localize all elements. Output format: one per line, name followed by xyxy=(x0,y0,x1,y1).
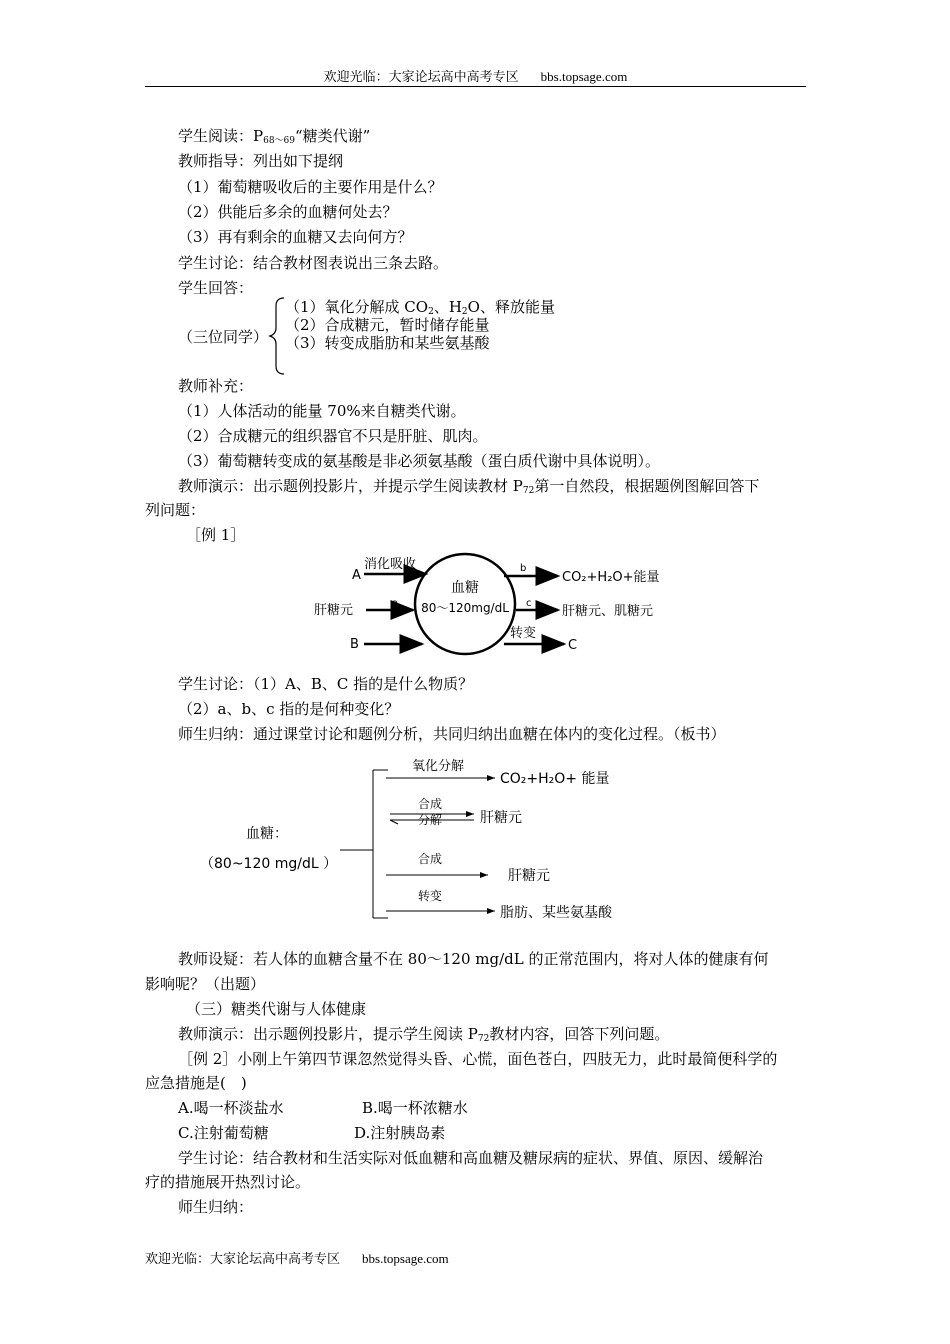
line-supp-2: （2）合成糖元的组织器官不只是肝脏、肌肉。 xyxy=(178,427,488,445)
footer-welcome: 欢迎光临：大家论坛高中高考专区 xyxy=(145,1252,341,1267)
option-C: C.注射葡萄糖 xyxy=(178,1124,269,1142)
label-b: b xyxy=(520,563,527,574)
option-B: B.喝一杯浓糖水 xyxy=(362,1099,468,1117)
answer-2: （2）合成糖元，暂时储存能量 xyxy=(285,316,490,334)
option-D: D.注射胰岛素 xyxy=(354,1124,446,1142)
line-discussion-2: 学生讨论：（1）A、B、C 指的是什么物质？ xyxy=(178,675,474,693)
fig2-liver-2: 肝糖元 xyxy=(508,868,550,884)
label-output-b: CO₂+H₂O+能量 xyxy=(562,570,660,585)
circle-title: 血糖 xyxy=(451,580,479,596)
line-supp-1: （1）人体活动的能量 70%来自糖类代谢。 xyxy=(178,402,466,420)
three-students: （三位同学） xyxy=(178,328,269,346)
label-A: A xyxy=(352,568,361,583)
example-2-question: ［例 2］小刚上午第四节课忽然觉得头昏、心慌，面色苍白，四肢无力，此时最简便科学的 xyxy=(178,1050,778,1068)
line-teacher-supplement: 教师补充： xyxy=(178,377,254,395)
fig2-oxidation-output: CO₂+H₂O+ 能量 xyxy=(500,771,610,787)
answer-3: （3）转变成脂肪和某些氨基酸 xyxy=(285,334,490,352)
label-B: B xyxy=(350,637,359,652)
line-q2: （2）供能后多余的血糖何处去？ xyxy=(178,203,398,221)
fig2-fat: 脂肪、某些氨基酸 xyxy=(500,905,612,921)
line-discussion-4: 学生讨论：结合教材和生活实际对低血糖和高血糖及糖尿病的症状、界值、原因、缓解治 xyxy=(178,1149,764,1167)
fig2-liver-1: 肝糖元 xyxy=(480,810,522,826)
line-discussion: 学生讨论：结合教材图表说出三条去路。 xyxy=(178,254,449,272)
line-discussion-3: （2）a、b、c 指的是何种变化？ xyxy=(178,700,400,718)
fig2-convert: 转变 xyxy=(418,889,443,903)
answer-1: （1）氧化分解成 $CO_2$、$H_2O$、释放能量 xyxy=(285,298,555,317)
example-1-diagram xyxy=(300,548,680,660)
line-teacher-question: 教师设疑：若人体的血糖含量不在 80～120 mg/dL 的正常范围内，将对人体的健康有何 xyxy=(178,950,769,968)
line-supp-3: （3）葡萄糖转变成的氨基酸是非必须氨基酸（蛋白质代谢中具体说明）。 xyxy=(178,452,661,470)
label-convert: 转变 xyxy=(510,626,537,641)
label-C: C xyxy=(568,638,578,653)
fig2-label: 血糖： xyxy=(246,826,288,842)
line-question-cont: 影响呢？（出题） xyxy=(145,975,266,993)
line-q3: （3）再有剩余的血糖又去向何方？ xyxy=(178,228,413,246)
option-A: A.喝一杯淡盐水 xyxy=(178,1099,284,1117)
label-liver-in: 肝糖元 xyxy=(314,603,354,618)
line-teacher-demo-2: 教师演示：出示题例投影片，提示学生阅读 $P_{72}$教材内容，回答下列问题。 xyxy=(178,1025,670,1044)
label-absorb: 消化吸收 xyxy=(364,557,417,572)
header-welcome: 欢迎光临：大家论坛高中高考专区 xyxy=(323,70,519,85)
line-teacher-demo: 教师演示：出示题例投影片，并提示学生阅读教材 $P_{72}$第一自然段，根据题例图解回答下 xyxy=(178,477,760,496)
line-summary: 师生归纳：通过课堂讨论和题例分析，共同归纳出血糖在体内的变化过程。（板书） xyxy=(178,725,726,743)
fig2-synthesis-2: 合成 xyxy=(418,852,443,866)
circle-range: 80～120mg/dL xyxy=(421,601,509,615)
label-c: c xyxy=(526,598,532,609)
fig2-decompose: 分解 xyxy=(418,813,443,827)
page-header xyxy=(145,66,806,87)
line-q1: （1）葡萄糖吸收后的主要作用是什么？ xyxy=(178,178,443,196)
line-discussion-4-cont: 疗的措施展开热烈讨论。 xyxy=(145,1173,311,1191)
label-a: a xyxy=(392,598,399,609)
example-1-label: ［例 1］ xyxy=(186,526,246,544)
line-summary-2: 师生归纳： xyxy=(178,1198,254,1216)
page-footer xyxy=(145,1248,449,1267)
line-student-reading: 学生阅读：$P_{68\sim 69}“$糖类代谢” xyxy=(178,127,371,146)
label-output-c: 肝糖元、肌糖元 xyxy=(562,604,654,619)
line-answer: 学生回答： xyxy=(178,279,254,297)
line-questions: 列问题： xyxy=(145,501,206,519)
fig2-range: （80~120 mg/dL ） xyxy=(200,856,338,872)
fig2-synthesis-1: 合成 xyxy=(418,797,443,811)
header-site: bbs.topsage.com xyxy=(540,69,628,84)
example-2-question-cont: 应急措施是( ) xyxy=(145,1074,247,1092)
section-title: （三）糖类代谢与人体健康 xyxy=(186,1000,367,1018)
blood-sugar-pathway-diagram xyxy=(190,750,670,930)
fig2-oxidation: 氧化分解 xyxy=(412,759,465,774)
line-teacher-guide: 教师指导：列出如下提纲 xyxy=(178,152,344,170)
footer-site: bbs.topsage.com xyxy=(362,1251,449,1266)
